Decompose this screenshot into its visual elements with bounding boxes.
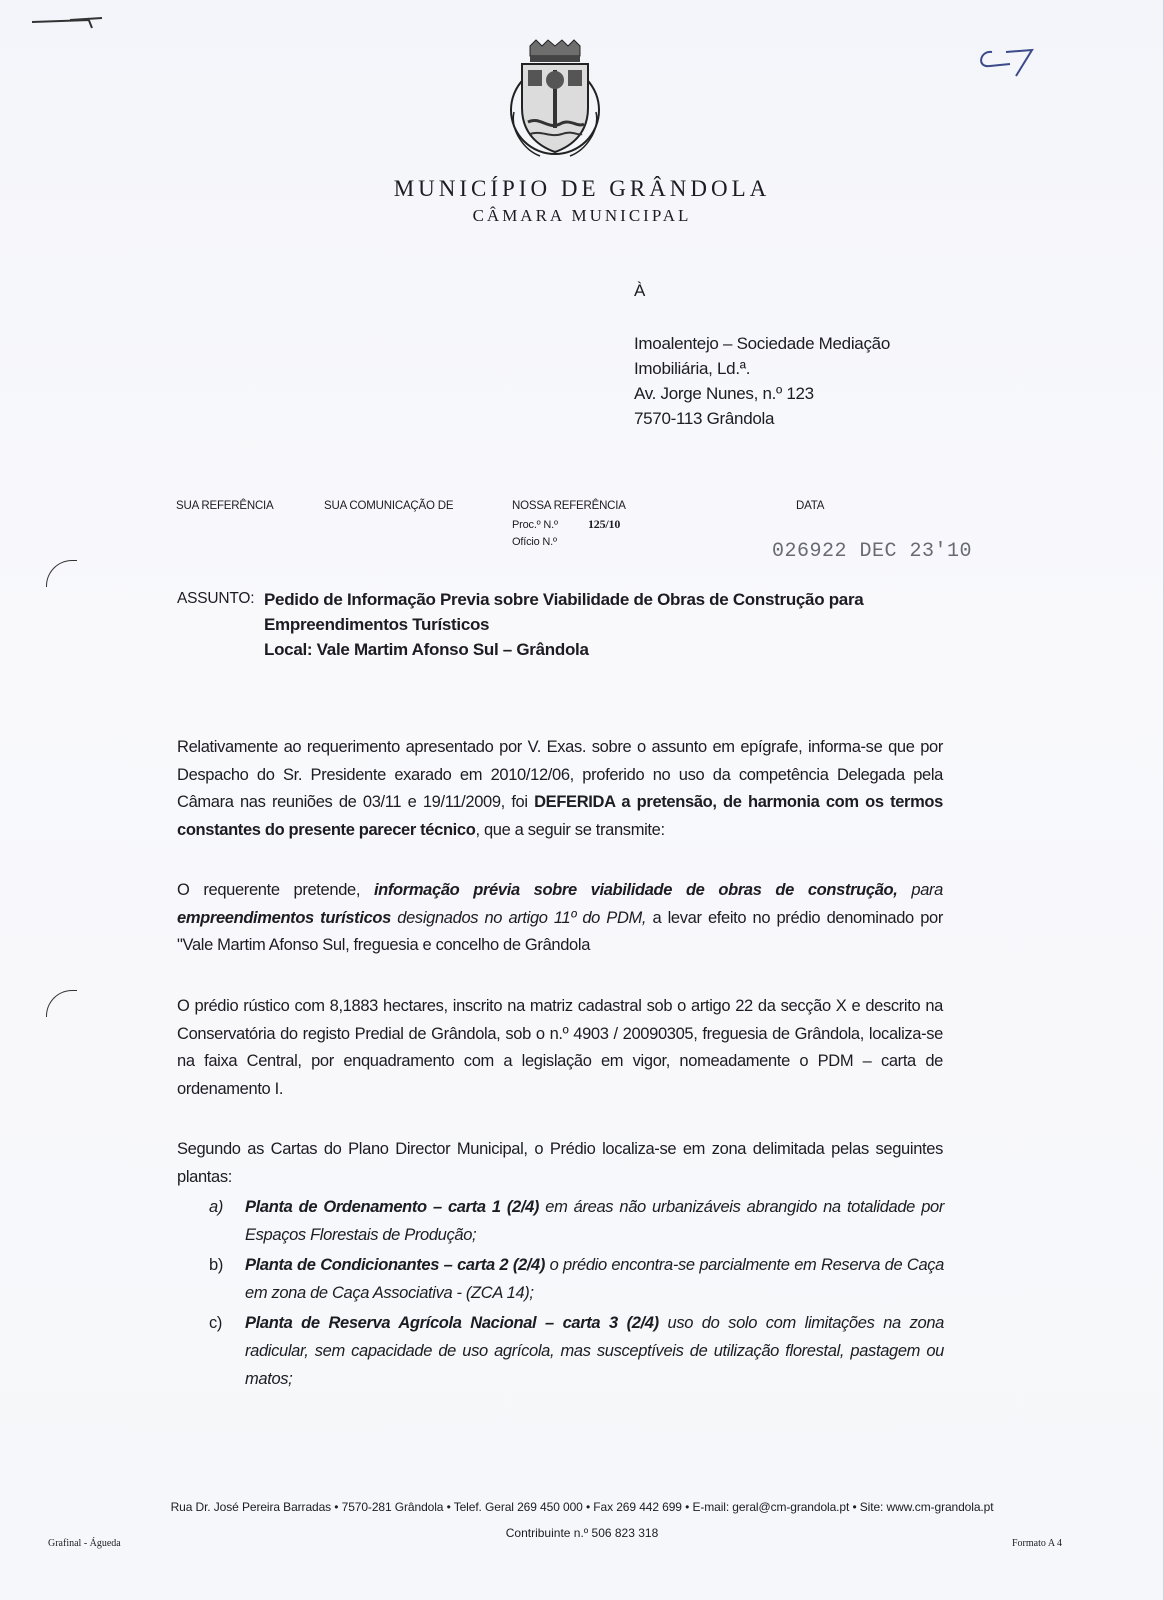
- sua-comunicacao-label: SUA COMUNICAÇÃO DE: [324, 500, 454, 512]
- oficio-label: Ofício N.º: [512, 536, 557, 548]
- recipient-line-4: 7570-113 Grândola: [634, 409, 775, 428]
- paragraph-1: [177, 734, 943, 844]
- municipality-title: MUNICÍPIO DE GRÂNDOLA: [393, 176, 771, 201]
- recipient-line-2: Imobiliária, Ld.ª.: [634, 359, 751, 378]
- subject-line-2: Empreendimentos Turísticos: [264, 615, 490, 634]
- staple-mark-icon: [30, 14, 110, 36]
- footer-address: Rua Dr. José Pereira Barradas • 7570-281 Grândola • Telef. Geral 269 450 000 • Fax 269 442 699 • E-mail: geral@cm-grandola.pt • Site: www.cm-grandola.pt: [170, 1500, 994, 1514]
- punch-hole-mark: [46, 990, 77, 1017]
- subject-label: ASSUNTO:: [177, 590, 255, 607]
- council-title: CÂMARA MUNICIPAL: [472, 206, 692, 225]
- footer-format: Formato A 4: [1012, 1538, 1063, 1549]
- p2-text-end: a levar efeito no prédio denominado por "Vale Martim Afonso Sul, freguesia e concelho de Grândola: [177, 908, 943, 954]
- list-item: [209, 1251, 944, 1307]
- p2-bold-italic-2: empreendimentos turísticos: [177, 908, 391, 927]
- subject-text: [264, 587, 944, 662]
- p1-text: Relativamente ao requerimento apresentado por V. Exas. sobre o assunto em epígrafe, informa-se que por Despacho do Sr. Presidente exarado em 2010/12/06, proferido no uso da competência Delegada pela Câmara nas reuniões de 03/11 e 19/11/2009, foi: [177, 738, 943, 811]
- footer-printer: Grafinal - Águeda: [48, 1538, 121, 1549]
- list-item-text: uso do solo com limitações na zona radicular, sem capacidade de uso agrícola, mas susceptíveis de utilização florestal, pastagem ou matos;: [245, 1314, 944, 1388]
- list-item: [209, 1193, 944, 1249]
- data-label: DATA: [796, 500, 825, 512]
- sua-referencia-label: SUA REFERÊNCIA: [176, 500, 274, 512]
- p1-text-end: , que a seguir se transmite:: [475, 820, 665, 839]
- list-item-text: em áreas não urbanizáveis abrangido na totalidade por Espaços Florestais de Produção;: [245, 1198, 944, 1244]
- proc-value: 125/10: [588, 517, 621, 531]
- recipient-line-1: Imoalentejo – Sociedade Mediação: [634, 334, 890, 353]
- p2-bold-italic-1: informação prévia sobre viabilidade de obras de construção,: [373, 881, 898, 899]
- list-item-bold: Planta de Condicionantes – carta 2 (2/4): [245, 1256, 546, 1274]
- paragraph-2: [177, 877, 943, 960]
- proc-label: Proc.º N.º: [512, 519, 558, 531]
- nossa-referencia-label: NOSSA REFERÊNCIA: [512, 500, 626, 512]
- list-item-bold: Planta de Ordenamento – carta 1 (2/4): [245, 1198, 540, 1216]
- punch-hole-mark: [46, 560, 77, 587]
- list-item-bold: Planta de Reserva Agrícola Nacional – carta 3 (2/4): [245, 1314, 659, 1332]
- date-stamp: 026922 DEC 23'10: [772, 540, 973, 563]
- list-item-label: c): [209, 1314, 223, 1332]
- p2-italic-2: designados no artigo 11º do PDM,: [390, 908, 647, 927]
- footer-contribuinte: Contribuinte n.º 506 823 318: [505, 1526, 659, 1540]
- p2-text: O requerente pretende,: [177, 881, 374, 899]
- handwritten-mark-icon: [970, 42, 1040, 82]
- recipient-line-3: Av. Jorge Nunes, n.º 123: [634, 384, 814, 403]
- p1-bold: DEFERIDA a pretensão, de harmonia com os termos constantes do presente parecer técnico: [177, 793, 943, 839]
- list-item-text: o prédio encontra-se parcialmente em Reserva de Caça em zona de Caça Associativa - (ZCA 14);: [245, 1256, 945, 1302]
- list-item-label: b): [209, 1256, 223, 1274]
- list-item-label: a): [209, 1198, 223, 1216]
- paragraph-4: Segundo as Cartas do Plano Director Municipal, o Prédio localiza-se em zona delimitada pelas seguintes plantas:: [177, 1140, 943, 1186]
- list-item: [209, 1309, 944, 1393]
- handwritten-page-mark: [970, 42, 1040, 82]
- recipient-salutation: À: [634, 281, 646, 300]
- subject-line-3: Local: Vale Martim Afonso Sul – Grândola: [264, 640, 589, 659]
- paragraph-3: O prédio rústico com 8,1883 hectares, inscrito na matriz cadastral sob o artigo 22 da secção X e descrito na Conservatória do registo Predial de Grândola, sob o n.º 4903 / 20090305, freguesia de Grândola, localiza-se na faixa Central, por enquadramento com a legislação em vigor, nomeadamente o PDM – carta de ordenamento I.: [177, 997, 943, 1098]
- municipality-crest-icon: [500, 38, 610, 166]
- p2-italic-1: para: [897, 881, 944, 899]
- subject-line-1: Pedido de Informação Previa sobre Viabilidade de Obras de Construção para: [264, 590, 864, 609]
